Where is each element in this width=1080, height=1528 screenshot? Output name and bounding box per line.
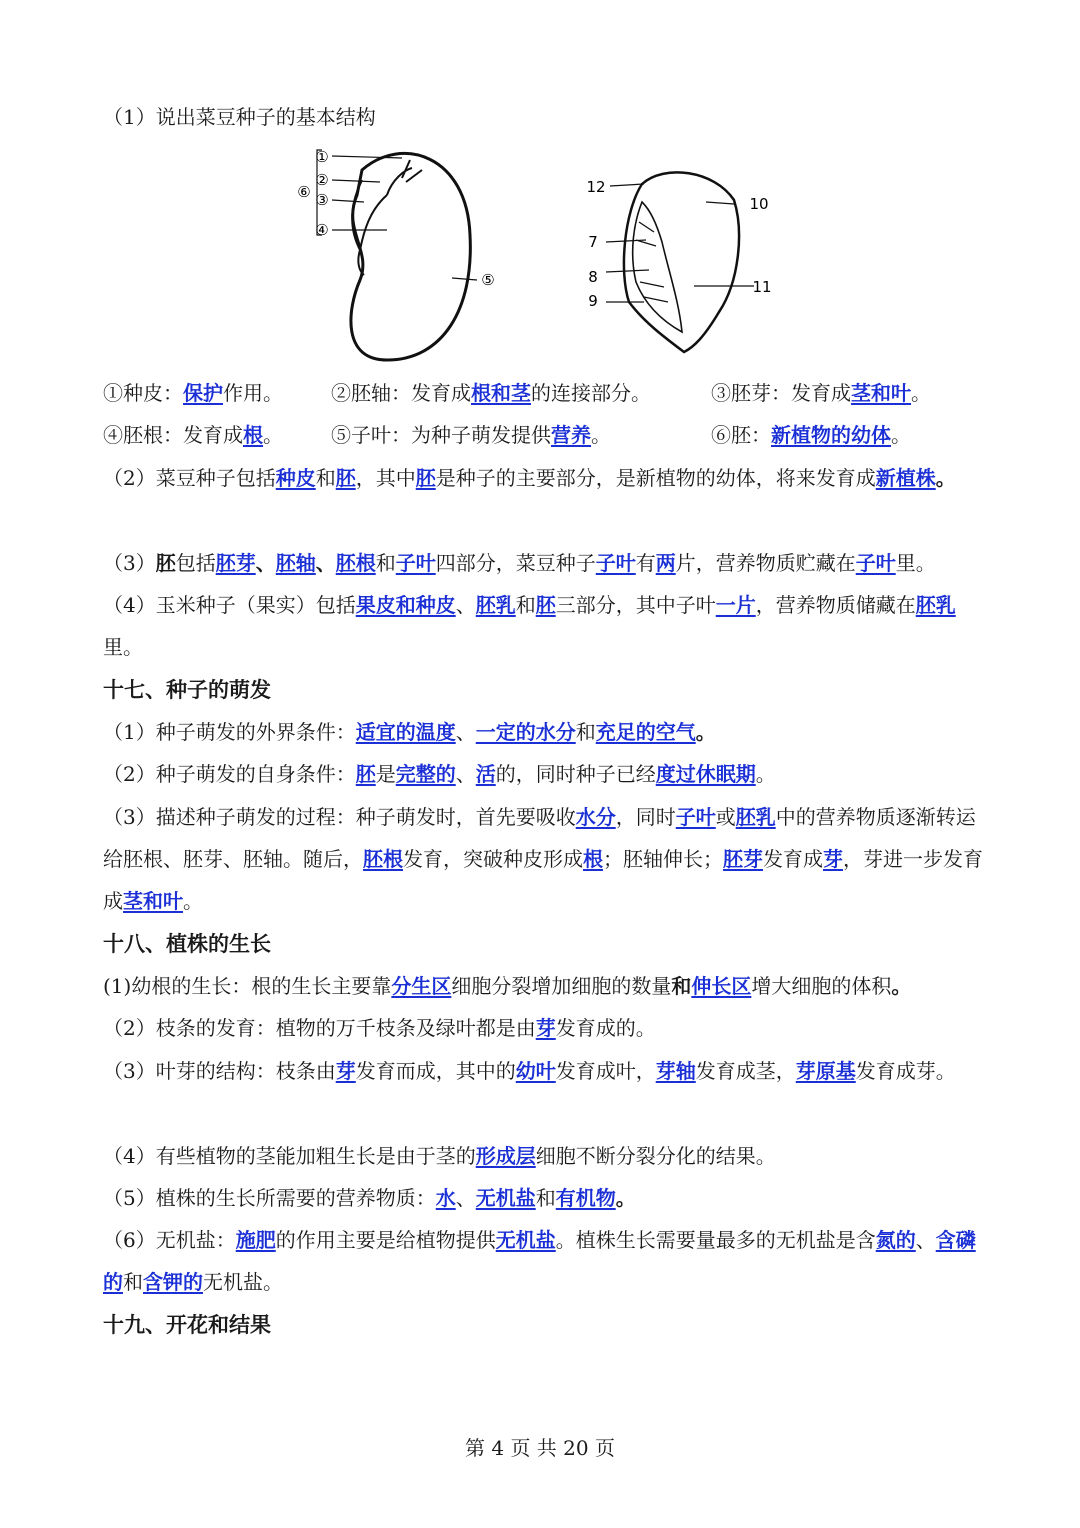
c6-label: ⑥胚：: [711, 423, 771, 447]
bean-seed-diagram: [292, 140, 512, 370]
c5-label: ⑤子叶：为种子萌发提供: [331, 423, 551, 447]
answer-keyword: 伸长区: [691, 974, 752, 998]
s18-item-5: [103, 1177, 983, 1219]
text-segment: 和: [515, 593, 536, 617]
text-segment: 和: [671, 974, 692, 998]
c2-tail: 的连接部分。: [531, 381, 651, 405]
answer-keyword: 胚: [415, 466, 436, 490]
text-segment: 。: [935, 466, 956, 490]
text-segment: ，芽进一步发育成: [103, 847, 983, 913]
text-segment: 增大细胞的体积: [751, 974, 892, 998]
text-segment: 和: [375, 551, 396, 575]
answer-keyword: 一片: [715, 593, 756, 617]
c3-label: ③胚芽：发育成: [711, 381, 851, 405]
text-segment: （3）描述种子萌发的过程：种子萌发时，首先要吸收: [103, 805, 576, 829]
answer-keyword: 充足的空气: [595, 720, 696, 744]
corn-label-8: 8: [588, 268, 598, 286]
c3-answer: 茎和叶: [851, 381, 911, 405]
text-segment: 、: [315, 551, 336, 575]
answer-keyword: 子叶: [855, 551, 896, 575]
corn-label-11: 11: [752, 278, 772, 296]
answer-keyword: 子叶: [595, 551, 636, 575]
text-segment: 发育成芽。: [855, 1059, 956, 1083]
text-segment: 。: [755, 762, 776, 786]
corn-label-7: 7: [588, 233, 598, 251]
text-segment: 的作用主要是给植物提供: [275, 1228, 496, 1252]
text-segment: (1)幼根的生长：根的生长主要靠: [103, 974, 392, 998]
text-segment: 片，营养物质贮藏在: [675, 551, 856, 575]
answer-keyword: 度过休眠期: [655, 762, 756, 786]
answer-keyword: 形成层: [475, 1144, 536, 1168]
text-segment: 有: [635, 551, 656, 575]
answer-keyword: 胚轴: [275, 551, 316, 575]
answer-keyword: 胚乳: [915, 593, 956, 617]
answer-keyword: 有机物: [555, 1186, 616, 1210]
bean-label-3: ③: [315, 191, 329, 209]
text-segment: 。: [891, 974, 912, 998]
answer-keyword: 水分: [575, 805, 616, 829]
bean-label-4: ④: [315, 221, 329, 239]
text-segment: （5）植株的生长所需要的营养物质：: [103, 1186, 436, 1210]
c5-tail: 。: [591, 423, 611, 447]
text-segment: 里。: [103, 635, 143, 659]
text-segment: 中的营养物质逐渐转运给胚根、胚芽、胚轴。随后，: [103, 805, 976, 871]
text-segment: 细胞分裂增加细胞的数量: [451, 974, 672, 998]
answer-keyword: 两: [655, 551, 676, 575]
c4-label: ④胚根：发育成: [103, 423, 243, 447]
c6-answer: 新植物的幼体: [771, 423, 891, 447]
paragraph-4: [103, 584, 983, 668]
text-segment: 胚: [155, 551, 176, 575]
text-segment: 。: [695, 720, 716, 744]
answer-keyword: 含钾的: [143, 1270, 203, 1294]
s18-item-4: [103, 1135, 983, 1177]
answer-keyword: 胚: [335, 466, 356, 490]
text-segment: 四部分，菜豆种子: [435, 551, 596, 575]
text-segment: 里。: [895, 551, 936, 575]
c5-answer: 营养: [551, 423, 591, 447]
text-segment: （2）种子萌发的自身条件：: [103, 762, 356, 786]
text-segment: （3）: [103, 551, 156, 575]
text-segment: （6）无机盐：: [103, 1228, 236, 1252]
answer-keyword: 胚乳: [475, 593, 516, 617]
c1-label: ①种皮：: [103, 381, 183, 405]
answer-keyword: 胚根: [363, 847, 403, 871]
text-segment: 、: [455, 762, 476, 786]
s17-item-1: [103, 711, 983, 753]
text-segment: 和: [123, 1270, 143, 1294]
s18-item-3: [103, 1050, 983, 1092]
text-segment: 和: [535, 1186, 556, 1210]
answer-keyword: 胚芽: [723, 847, 763, 871]
text-segment: 是种子的主要部分，是新植物的幼体，将来发育成: [435, 466, 876, 490]
answer-keyword: 完整的: [395, 762, 456, 786]
text-segment: 三部分，其中子叶: [555, 593, 716, 617]
bean-label-6: ⑥: [297, 183, 311, 201]
answer-keyword: 胚乳: [735, 805, 776, 829]
text-segment: 发育成的。: [555, 1016, 656, 1040]
text-segment: 是: [375, 762, 396, 786]
corn-label-12: 12: [586, 178, 606, 196]
section-heading-17: 十七、种子的萌发: [103, 677, 271, 702]
c4-answer: 根: [243, 423, 263, 447]
answer-keyword: 种皮: [275, 466, 316, 490]
answer-keyword: 胚: [535, 593, 556, 617]
paragraph-2: [103, 457, 983, 499]
s17-item-2: [103, 753, 983, 795]
answer-keyword: 无机盐: [495, 1228, 556, 1252]
text-segment: 的，同时种子已经: [495, 762, 656, 786]
c2-answer: 根和茎: [471, 381, 531, 405]
bean-label-1: ①: [315, 148, 329, 166]
answer-keyword: 水: [435, 1186, 456, 1210]
s17-item-3: [103, 796, 983, 922]
text-segment: 发育成: [763, 847, 823, 871]
bean-label-5: ⑤: [481, 271, 495, 289]
text-segment: （2）菜豆种子包括: [103, 466, 276, 490]
text-segment: 。: [183, 889, 203, 913]
text-segment: 无机盐。: [203, 1270, 283, 1294]
s18-item-1: [103, 965, 983, 1007]
page-footer: 第 4 页 共 20 页: [465, 1436, 615, 1460]
text-segment: 、: [455, 593, 476, 617]
text-segment: 、: [915, 1228, 936, 1252]
text-segment: 和: [315, 466, 336, 490]
text-segment: 发育而成，其中的: [355, 1059, 516, 1083]
answer-keyword: 子叶: [395, 551, 436, 575]
answer-keyword: 胚根: [335, 551, 376, 575]
text-segment: 发育，突破种皮形成: [403, 847, 583, 871]
s18-item-6: [103, 1219, 983, 1303]
answer-keyword: 一定的水分: [475, 720, 576, 744]
text-segment: （4）有些植物的茎能加粗生长是由于茎的: [103, 1144, 476, 1168]
text-segment: 、: [255, 551, 276, 575]
s18-item-2: [103, 1007, 983, 1049]
answer-keyword: 芽轴: [655, 1059, 696, 1083]
text-segment: 包括: [175, 551, 216, 575]
corn-seed-diagram: [584, 162, 784, 362]
answer-keyword: 芽原基: [795, 1059, 856, 1083]
text-segment: ，同时: [615, 805, 676, 829]
answer-keyword: 芽: [535, 1016, 556, 1040]
text-segment: （3）叶芽的结构：枝条由: [103, 1059, 336, 1083]
answer-keyword: 芽: [823, 847, 843, 871]
answer-keyword: 果皮和种皮: [355, 593, 456, 617]
answer-keyword: 茎和叶: [123, 889, 183, 913]
answer-keyword: 氮的: [875, 1228, 916, 1252]
text-segment: 和: [575, 720, 596, 744]
text-segment: 或: [715, 805, 736, 829]
c6-tail: 。: [891, 423, 911, 447]
corn-label-10: 10: [749, 195, 769, 213]
bean-label-2: ②: [315, 171, 329, 189]
text-segment: （4）玉米种子（果实）包括: [103, 593, 356, 617]
text-segment: （2）枝条的发育：植物的万千枝条及绿叶都是由: [103, 1016, 536, 1040]
c3-tail: 。: [911, 381, 931, 405]
answer-keyword: 胚芽: [215, 551, 256, 575]
answer-keyword: 含磷的: [103, 1228, 976, 1294]
answer-keyword: 根: [583, 847, 603, 871]
corn-label-9: 9: [588, 292, 598, 310]
question-1-title: （1）说出菜豆种子的基本结构: [103, 105, 376, 129]
text-segment: 。: [615, 1186, 636, 1210]
text-segment: 。植株生长需要量最多的无机盐是含: [555, 1228, 876, 1252]
section-heading-18: 十八、植株的生长: [103, 931, 271, 956]
text-segment: ；胚轴伸长；: [603, 847, 723, 871]
section-heading-19: 十九、开花和结果: [103, 1312, 271, 1337]
answer-keyword: 胚: [355, 762, 376, 786]
c4-tail: 。: [263, 423, 283, 447]
c1-answer: 保护: [183, 381, 223, 405]
answer-keyword: 无机盐: [475, 1186, 536, 1210]
answer-keyword: 活: [475, 762, 496, 786]
text-segment: 、: [455, 720, 476, 744]
text-segment: 细胞不断分裂分化的结果。: [535, 1144, 776, 1168]
c2-label: ②胚轴：发育成: [331, 381, 471, 405]
answer-keyword: 新植株: [875, 466, 936, 490]
text-segment: 发育成茎，: [695, 1059, 796, 1083]
answer-keyword: 子叶: [675, 805, 716, 829]
answer-keyword: 幼叶: [515, 1059, 556, 1083]
answer-keyword: 施肥: [235, 1228, 276, 1252]
paragraph-3: [103, 542, 983, 584]
c1-tail: 作用。: [223, 381, 283, 405]
text-segment: 发育成叶，: [555, 1059, 656, 1083]
answer-keyword: 芽: [335, 1059, 356, 1083]
text-segment: ，营养物质储藏在: [755, 593, 916, 617]
answer-keyword: 适宜的温度: [355, 720, 456, 744]
text-segment: ，其中: [355, 466, 416, 490]
answer-keyword: 分生区: [391, 974, 452, 998]
text-segment: 、: [455, 1186, 476, 1210]
text-segment: （1）种子萌发的外界条件：: [103, 720, 356, 744]
